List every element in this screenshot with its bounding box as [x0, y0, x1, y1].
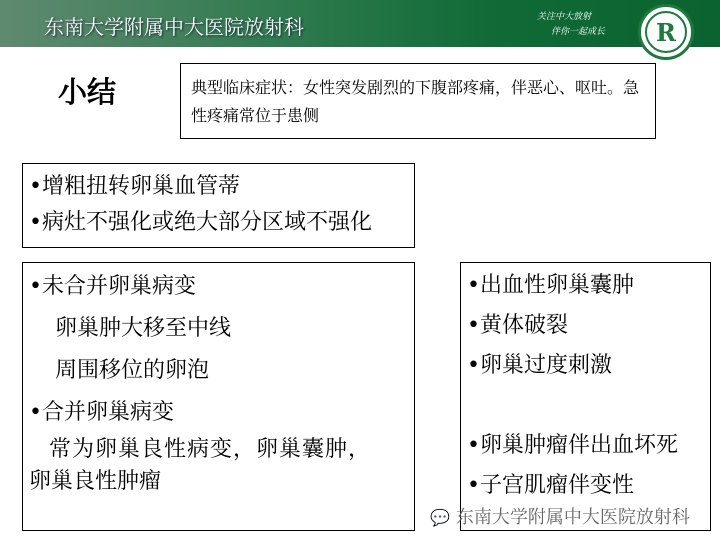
wechat-icon: 💬	[430, 508, 450, 527]
sub-item: 卵巢肿大移至中线	[55, 316, 232, 341]
sub-item: 常为卵巢良性病变，卵巢囊肿，	[49, 437, 372, 462]
left-box	[22, 262, 415, 531]
list-item: •出血性卵巢囊肿	[467, 273, 634, 298]
list-item: •未合并卵巢病变	[29, 274, 196, 299]
sub-item: 卵巢良性肿瘤	[29, 469, 162, 494]
list-item: •增粗扭转卵巢血管蒂	[29, 174, 240, 199]
section-title: 小结	[58, 75, 117, 109]
header-title: 东南大学附属中大医院放射科	[44, 15, 304, 39]
watermark	[430, 508, 690, 528]
list-item: •子宫肌瘤伴变性	[467, 473, 634, 498]
watermark-text: 东南大学附属中大医院放射科	[455, 507, 690, 528]
slogan-line: 伴你一起成长	[551, 27, 606, 37]
hospital-logo	[638, 4, 694, 60]
list-item: •卵巢肿瘤伴出血坏死	[467, 433, 678, 458]
list-item: •合并卵巢病变	[29, 400, 174, 425]
list-item: •卵巢过度刺激	[467, 353, 612, 378]
slogan	[537, 10, 605, 40]
sub-item: 周围移位的卵泡	[55, 358, 210, 383]
header-banner	[0, 0, 720, 47]
list-item: •病灶不强化或绝大部分区域不强化	[29, 210, 372, 235]
logo-mark: R	[645, 11, 687, 53]
spacer	[467, 386, 704, 426]
slogan-line: 关注中大放射	[537, 12, 592, 22]
differential-box	[460, 262, 711, 531]
symptoms-box: 典型临床症状：女性突发剧烈的下腹部疼痛，伴恶心、呕吐。急性疼痛常位于患侧	[180, 63, 656, 139]
list-item: •黄体破裂	[467, 313, 568, 338]
signs-box	[22, 163, 415, 248]
